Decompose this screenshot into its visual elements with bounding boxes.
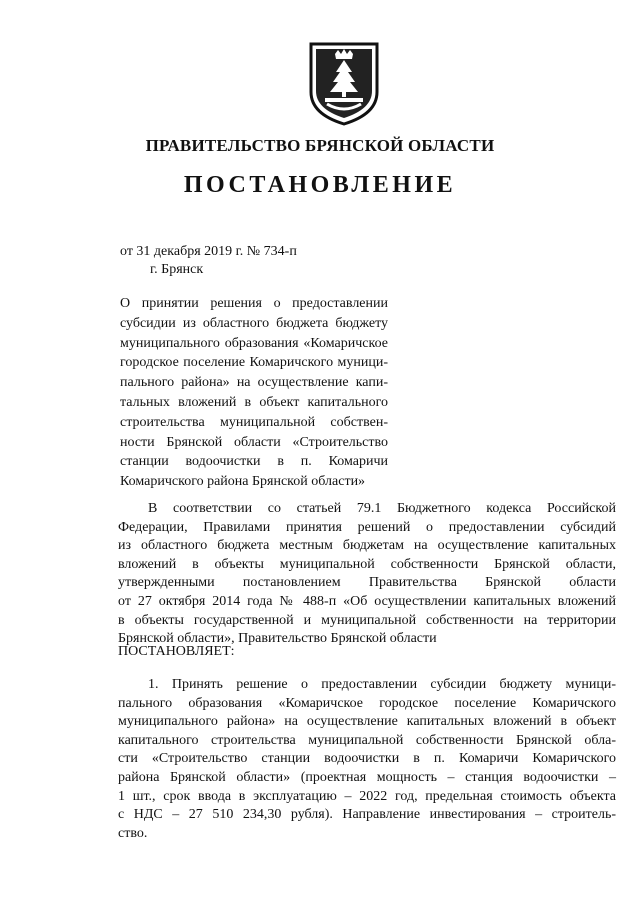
subject-line: городское поселение Комаричского муници- <box>120 355 388 371</box>
item-line: пального образования «Комаричское городское поселение Комаричского <box>118 695 616 711</box>
decree-word: ПОСТАНОВЛЯЕТ: <box>118 644 235 659</box>
item-line: сти «Строительство станции водоочистки в п. Комаричи Комаричского <box>118 751 616 767</box>
subject-line: пального района» на осуществление капи- <box>120 375 388 391</box>
document-subject <box>120 294 388 492</box>
document-date-number: от 31 декабря 2019 г. № 734-п <box>120 244 297 259</box>
subject-line: строительства муниципальной собствен- <box>120 414 388 430</box>
preamble-line: Федерации, Правилами принятия решений о предоставлении субсидий <box>118 519 616 535</box>
item-line: 1. Принять решение о предоставлении субсидии бюджету муници- <box>148 677 616 692</box>
preamble-line: В соответствии со статьей 79.1 Бюджетного кодекса Российской <box>148 501 616 516</box>
item-line: капитального строительства муниципальной собственности Брянской обла- <box>118 732 616 748</box>
preamble-line: в объекты государственной и муниципальной собственности на территории <box>118 612 616 628</box>
item-line: района Брянской области» (проектная мощность – станция водоочистки – <box>118 769 616 785</box>
preamble-paragraph <box>118 500 616 649</box>
item-line: с НДС – 27 510 234,30 рубля). Направление инвестирования – строитель- <box>118 807 616 823</box>
subject-line: Комаричского района Брянской области» <box>120 474 366 490</box>
preamble-line: Брянской области», Правительство Брянской области <box>118 631 437 647</box>
item-line: муниципального района» на осуществление капитальных вложений в объект <box>118 714 616 730</box>
preamble-line: из областного бюджета местным бюджетам на осуществление капитальных <box>118 538 616 554</box>
preamble-line: утвержденными постановлением Правительства Брянской области <box>118 575 616 591</box>
item-line: ство. <box>118 825 148 841</box>
preamble-line: вложений в объекты муниципальной собственности Брянской области, <box>118 556 616 572</box>
subject-line: ности Брянской области «Строительство <box>120 434 388 450</box>
subject-line: станции водоочистки в п. Комаричи <box>120 454 388 470</box>
document-city: г. Брянск <box>150 262 204 277</box>
subject-line: О принятии решения о предоставлении <box>120 296 388 311</box>
item-1-paragraph <box>118 676 616 843</box>
item-line: 1 шт., срок ввода в эксплуатацию – 2022 год, предельная стоимость объекта <box>118 788 616 804</box>
subject-line: муниципального образования «Комаричское <box>120 335 388 351</box>
subject-line: тальных вложений в объект капитального <box>120 394 388 410</box>
preamble-line: от 27 октября 2014 года № 488-п «Об осуществлении капитальных вложений <box>118 593 616 609</box>
bryansk-coat-of-arms-icon <box>305 40 383 126</box>
document-type-heading: ПОСТАНОВЛЕНИЕ <box>183 172 457 198</box>
government-title: ПРАВИТЕЛЬСТВО БРЯНСКОЙ ОБЛАСТИ <box>145 136 495 155</box>
subject-line: субсидии из областного бюджета бюджету <box>120 315 388 331</box>
